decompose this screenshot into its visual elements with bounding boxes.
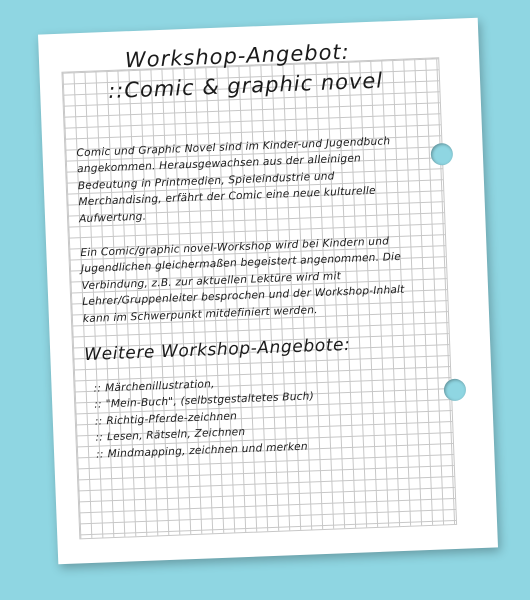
note-content (67, 35, 423, 464)
punch-hole-top (430, 143, 453, 166)
offer-label: "Mein-Buch", (selbstgestaltetes Buch) (105, 390, 315, 411)
title-line-2: ::Comic & graphic novel (107, 68, 384, 103)
title-line-1: Workshop-Angebot: (124, 39, 351, 73)
more-offers-heading: Weitere Workshop-Angebote: (83, 334, 351, 366)
paper-sheet (38, 18, 498, 565)
bullet-marker: :: (95, 448, 104, 461)
bullet-marker: :: (94, 398, 103, 412)
bullet-marker: :: (94, 415, 103, 428)
punch-hole-bottom (444, 378, 467, 401)
offer-label: Mindmapping, zeichnen und merken (107, 440, 309, 460)
offers-list (79, 368, 422, 463)
bullet-marker: :: (95, 431, 104, 445)
paragraph-workshop: Ein Comic/graphic novel-Workshop wird bei Kindern und Jugendlichen gleichermaßen begeistert angenommen. Die Verbindung, z.B. zur aktuellen Lektüre wird mit Lehrer/Gruppenleiter besprochen und der Workshop-Inhalt kann im Schwerpunkt mitdefiniert werden. (80, 235, 405, 325)
offer-label: Märchenillustration, (104, 378, 215, 395)
bullet-marker: :: (93, 382, 102, 395)
paragraph-intro: Comic und Graphic Novel sind im Kinder-und Jugendbuch angekommen. Herausgewachsen aus der alleinigen Bedeutung in Printmedien, Spieleindustrie und Merchandising, erfährt der Comic eine neue kulturelle Aufwertung. (76, 135, 391, 225)
offer-label: Richtig-Pferde-zeichnen (106, 410, 238, 428)
offer-label: Lesen, Rätseln, Zeichnen (106, 426, 246, 444)
